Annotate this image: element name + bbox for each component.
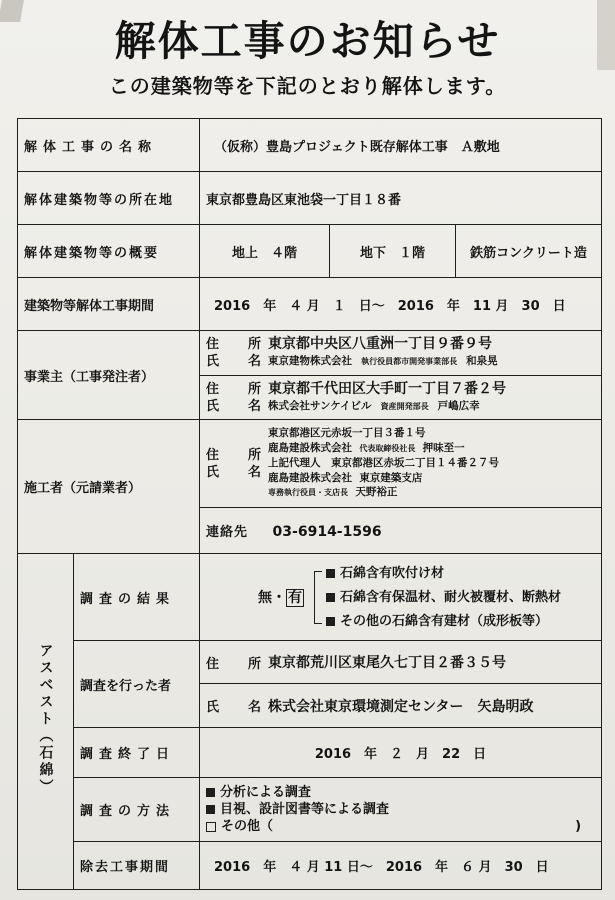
client-1-address: 東京都中央区八重洲一丁目９番９号: [268, 336, 493, 352]
client-label: 事業主（工事発注者）: [18, 331, 200, 420]
client-2-title: 資産開発部長: [380, 401, 429, 411]
contractor-label: 施工者（元請業者）: [18, 420, 200, 554]
contractor-info: [200, 420, 602, 508]
address-key: 住 所: [206, 447, 270, 463]
overview-structure: 鉄筋コンクリート造: [456, 225, 602, 278]
period-value: 2016 年 ４ 月 １ 日～ 2016 年 11 月 30 日: [200, 278, 602, 331]
project-label: 解体工事の名称: [18, 119, 200, 172]
filled-square-icon: [206, 788, 215, 797]
row-location: [18, 172, 602, 225]
client-2-company: 株式会社サンケイビル: [268, 399, 372, 412]
contractor-company-2: 鹿島建設株式会社: [268, 471, 353, 484]
result-item-1: 石綿含有吹付け材: [340, 565, 445, 581]
client-1-title: 執行役員都市開発事業部長: [361, 357, 458, 366]
row-surveyor-1: [18, 641, 602, 684]
notice-table: [17, 118, 602, 890]
end-label: 調査終了日: [74, 728, 200, 778]
removal-period: 2016 年 ４ 月 11 日～ 2016 年 ６ 月 30 日: [200, 842, 602, 890]
filled-square-icon: [326, 593, 335, 602]
surveyor-name: 株式会社東京環境測定センター 矢島明政: [268, 698, 534, 715]
filled-square-icon: [326, 617, 335, 626]
surveyor-address-cell: [200, 641, 602, 684]
location-label: 解体建築物等の所在地: [18, 172, 200, 225]
row-overview: [18, 225, 602, 278]
method-cell: [200, 778, 602, 842]
method-label: 調査の方法: [74, 778, 200, 842]
contractor-branch: 東京建築支店: [359, 471, 423, 484]
result-none: 無: [258, 590, 273, 606]
client-2-address: 東京都千代田区大手町一丁目７番２号: [268, 380, 507, 397]
client-entry-2: [200, 376, 602, 420]
method-close: ): [575, 819, 582, 834]
contractor-person: 押味至一: [422, 441, 465, 454]
overview-label: 解体建築物等の概要: [18, 225, 200, 278]
result-cell: [200, 554, 602, 641]
result-items: [312, 565, 561, 630]
contractor-company: 鹿島建設株式会社: [268, 441, 353, 454]
contact-value: 03-6914-1596: [272, 524, 382, 540]
row-asbestos-result: [18, 554, 602, 641]
contractor-line-3: 上記代理人 東京都港区赤坂二丁目１４番２７号: [268, 457, 500, 470]
address-key: 住 所: [206, 656, 270, 672]
client-1-company: 東京建物株式会社: [268, 355, 353, 367]
method-3: その他（: [221, 819, 274, 834]
contractor-contact: [200, 508, 602, 554]
result-dot: ・: [272, 590, 287, 606]
row-client-1: [18, 331, 602, 376]
overview-below: 地下 １階: [330, 225, 456, 278]
filled-square-icon: [326, 569, 335, 578]
result-item-2: 石綿含有保温材、耐火被覆材、断熱材: [340, 589, 562, 605]
address-key: 住 所: [206, 337, 270, 352]
address-key: 住 所: [206, 381, 270, 397]
asbestos-group: [18, 554, 74, 890]
row-survey-end: [18, 728, 602, 778]
row-project: [18, 119, 602, 172]
result-label: 調査の結果: [74, 554, 200, 641]
contractor-line-1: 東京都港区元赤坂一丁目３番１号: [268, 427, 426, 440]
asbestos-group-label: アスベスト（石綿）: [37, 643, 54, 796]
end-date: 2016 年 ２ 月 22 日: [200, 728, 602, 778]
surveyor-label: 調査を行った者: [74, 641, 200, 728]
contact-key: 連絡先: [206, 525, 249, 540]
project-value: （仮称）豊島プロジェクト既存解体工事 Ａ敷地: [200, 119, 602, 172]
client-entry-1: [200, 331, 602, 376]
contractor-title: 代表取締役社長: [359, 443, 416, 453]
client-1-person: 和泉晃: [466, 355, 498, 367]
row-contractor: [18, 420, 602, 508]
page-title: 解体工事のお知らせ: [114, 17, 501, 65]
method-1: 分析による調査: [220, 785, 312, 800]
name-key: 氏 名: [206, 700, 270, 715]
surveyor-name-cell: [200, 684, 602, 728]
method-2: 目視、設計図書等による調査: [220, 802, 390, 817]
overview-above: 地上 ４階: [200, 225, 330, 278]
name-key: 氏 名: [206, 354, 270, 369]
result-yes: 有: [288, 590, 303, 606]
contractor-agent-person: 天野裕正: [355, 486, 398, 499]
page-subtitle: この建築物等を下記のとおり解体します。: [108, 74, 507, 98]
name-key: 氏 名: [206, 398, 270, 414]
removal-label: 除去工事期間: [74, 842, 200, 890]
row-method: [18, 778, 602, 842]
client-2-person: 戸嶋広幸: [437, 399, 480, 412]
name-key: 氏 名: [206, 464, 270, 480]
row-removal: [18, 842, 602, 890]
result-item-3: その他の石綿含有建材（成形板等）: [340, 613, 549, 629]
filled-square-icon: [206, 805, 215, 814]
location-value: 東京都豊島区東池袋一丁目１８番: [200, 172, 602, 225]
period-label: 建築物等解体工事期間: [18, 278, 200, 331]
contractor-agent-title: 専務執行役員・支店長: [268, 488, 349, 498]
surveyor-address: 東京都荒川区東尾久七丁目２番３５号: [268, 655, 507, 671]
row-period: [18, 278, 602, 331]
empty-square-icon: [206, 822, 216, 832]
